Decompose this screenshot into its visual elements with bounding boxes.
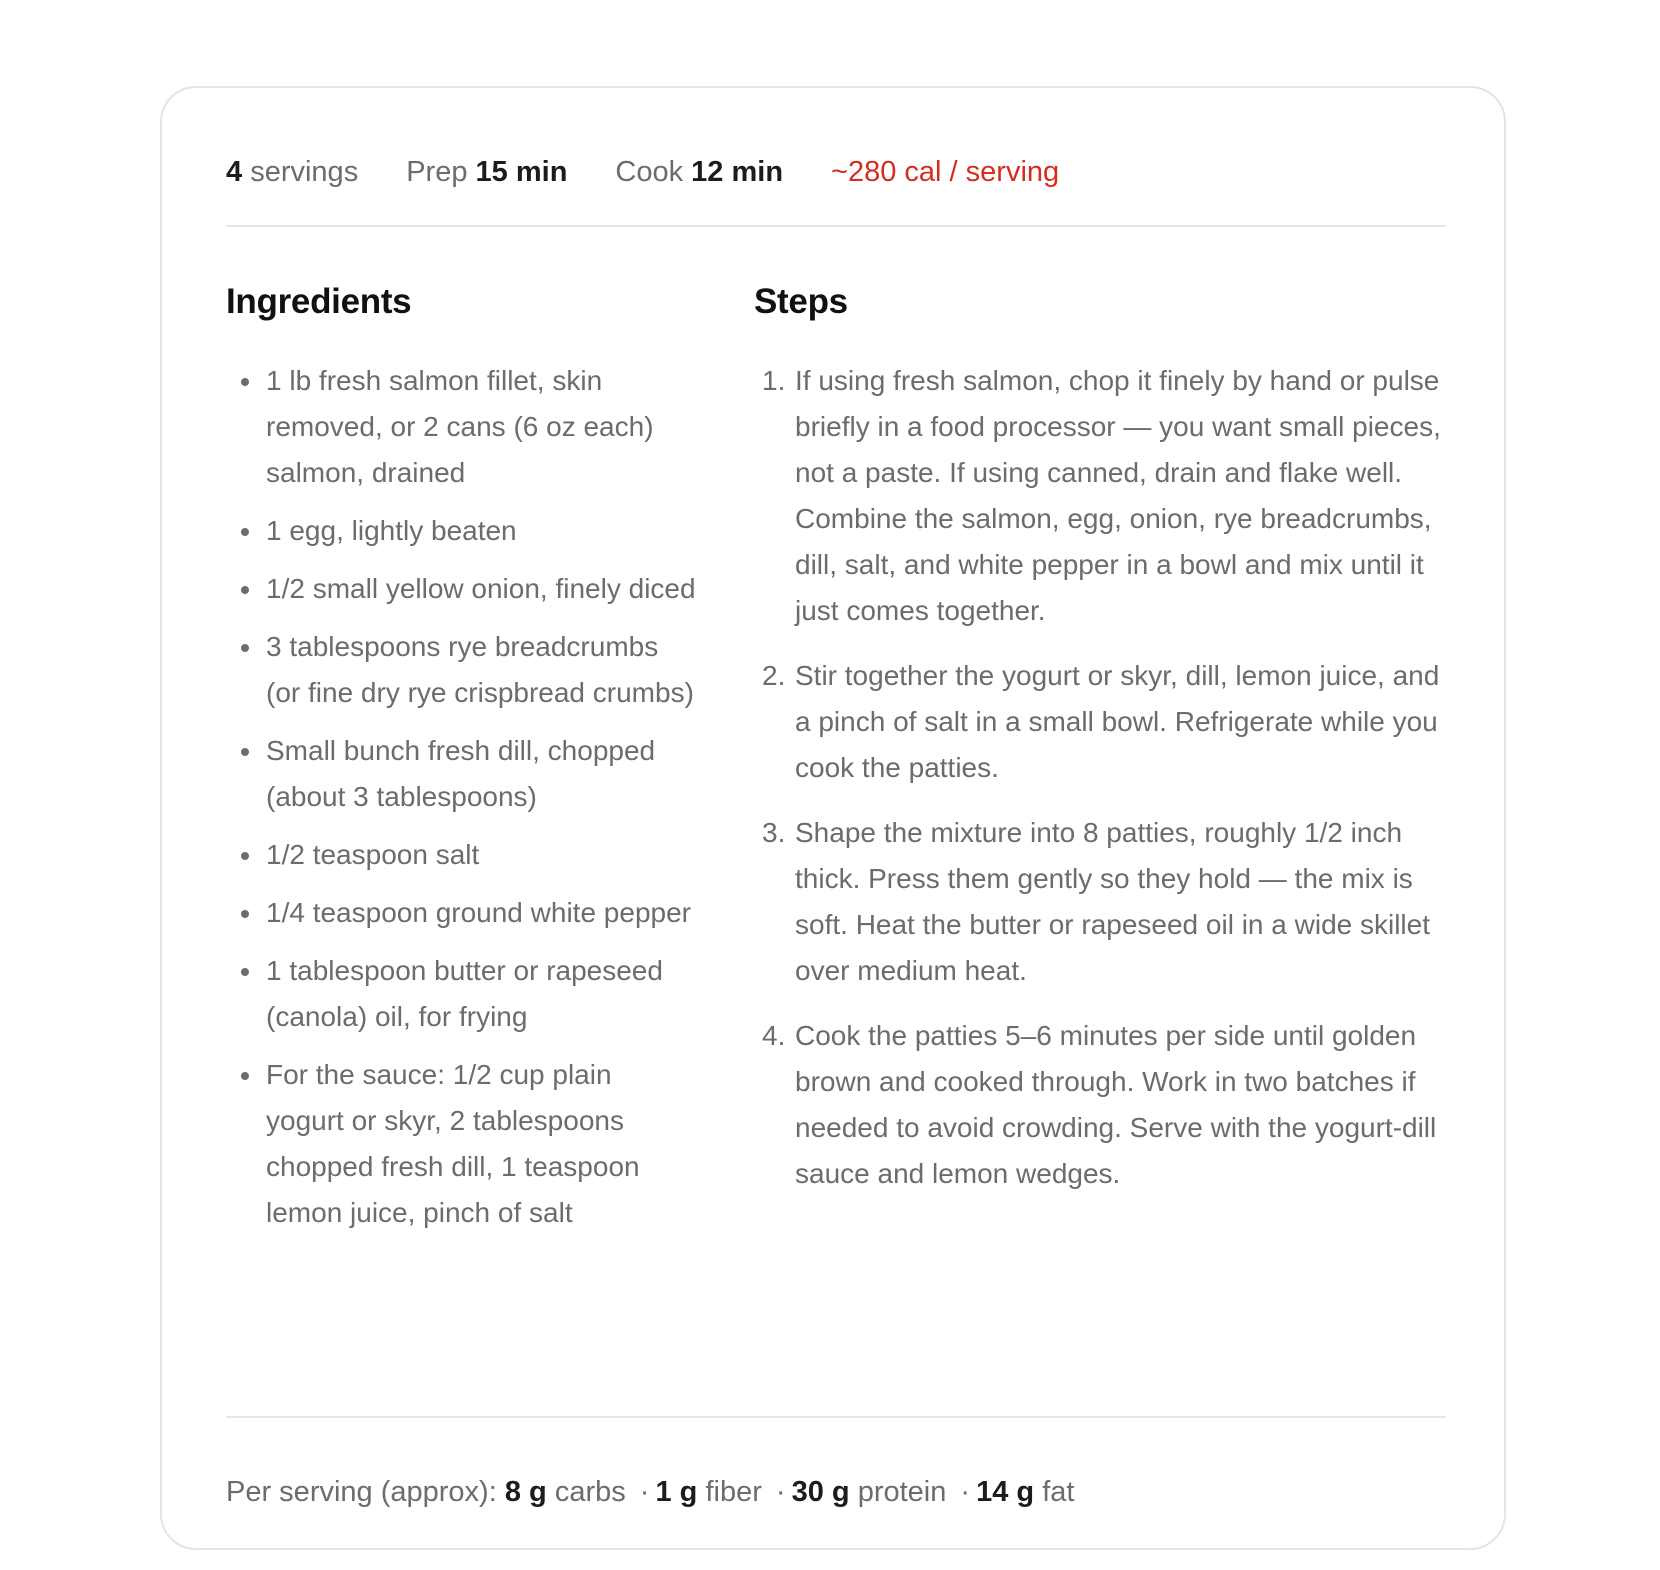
prep-label: Prep bbox=[406, 155, 468, 188]
nutrition-prefix: Per serving (approx): bbox=[226, 1476, 497, 1508]
cook-time bbox=[615, 156, 783, 189]
recipe-meta-bar bbox=[226, 148, 1107, 196]
ingredient-item: 3 tablespoons rye breadcrumbs (or fine dry rye crispbread crumbs) bbox=[226, 624, 696, 716]
protein-label: protein bbox=[857, 1476, 947, 1508]
fiber-label: fiber bbox=[705, 1476, 762, 1508]
step-text: Shape the mixture into 8 patties, roughly 1/2 inch thick. Press them gently so they hold — the mix is soft. Heat the butter or rapeseed oil in a wide skillet over medium heat. bbox=[795, 817, 1431, 986]
ingredient-item: 1 egg, lightly beaten bbox=[226, 508, 696, 554]
cook-label: Cook bbox=[615, 155, 684, 188]
step-text: Stir together the yogurt or skyr, dill, lemon juice, and a pinch of salt in a small bowl. Refrigerate while you cook the patties. bbox=[795, 660, 1440, 783]
ingredient-item: 1 lb fresh salmon fillet, skin removed, or 2 cans (6 oz each) salmon, drained bbox=[226, 358, 696, 496]
bottom-divider bbox=[226, 1416, 1446, 1418]
fat-label: fat bbox=[1042, 1476, 1075, 1508]
ingredient-item: For the sauce: 1/2 cup plain yogurt or skyr, 2 tablespoons chopped fresh dill, 1 teaspoon lemon juice, pinch of salt bbox=[226, 1052, 696, 1236]
step-item bbox=[754, 653, 1454, 791]
nutrition-separator: · bbox=[775, 1476, 786, 1508]
step-text: Cook the patties 5–6 minutes per side until golden brown and cooked through. Work in two batches if needed to avoid crowding. Serve with the yogurt-dill sauce and lemon wedges. bbox=[795, 1020, 1437, 1189]
step-number: 2. bbox=[762, 660, 786, 691]
ingredient-item: Small bunch fresh dill, chopped (about 3 tablespoons) bbox=[226, 728, 696, 820]
ingredients-heading: Ingredients bbox=[226, 282, 412, 321]
steps-heading: Steps bbox=[754, 282, 848, 321]
ingredient-item: 1/2 small yellow onion, finely diced bbox=[226, 566, 696, 612]
nutrition-separator: · bbox=[960, 1476, 971, 1508]
prep-value: 15 min bbox=[475, 155, 568, 188]
carbs-label: carbs bbox=[554, 1476, 626, 1508]
step-item bbox=[754, 810, 1454, 994]
protein-value: 30 g bbox=[791, 1476, 850, 1508]
step-number: 4. bbox=[762, 1020, 786, 1051]
calories: ~280 cal / serving bbox=[831, 155, 1060, 188]
ingredient-item: 1/4 teaspoon ground white pepper bbox=[226, 890, 696, 936]
servings-label: servings bbox=[250, 155, 359, 188]
nutrition-summary bbox=[226, 1476, 1074, 1509]
fat-value: 14 g bbox=[976, 1476, 1035, 1508]
prep-time bbox=[406, 156, 567, 189]
top-divider bbox=[226, 225, 1446, 227]
nutrition-separator: · bbox=[639, 1476, 650, 1508]
cook-value: 12 min bbox=[691, 155, 784, 188]
step-item bbox=[754, 1013, 1454, 1197]
recipe-card bbox=[160, 86, 1506, 1550]
steps-list bbox=[754, 358, 1454, 1216]
servings-value: 4 bbox=[226, 155, 243, 188]
fiber-value: 1 g bbox=[655, 1476, 698, 1508]
servings bbox=[226, 156, 358, 189]
step-number: 3. bbox=[762, 817, 786, 848]
step-item bbox=[754, 358, 1454, 634]
ingredient-item: 1/2 teaspoon salt bbox=[226, 832, 696, 878]
step-text: If using fresh salmon, chop it finely by hand or pulse briefly in a food processor — you want small pieces, not a paste. If using canned, drain and flake well. Combine the salmon, egg, onion, rye breadcrumbs, dill, salt, and white pepper in a bowl and mix until it just comes together. bbox=[795, 365, 1441, 626]
ingredient-item: 1 tablespoon butter or rapeseed (canola) oil, for frying bbox=[226, 948, 696, 1040]
carbs-value: 8 g bbox=[504, 1476, 547, 1508]
step-number: 1. bbox=[762, 365, 786, 396]
ingredients-list bbox=[226, 358, 696, 1248]
